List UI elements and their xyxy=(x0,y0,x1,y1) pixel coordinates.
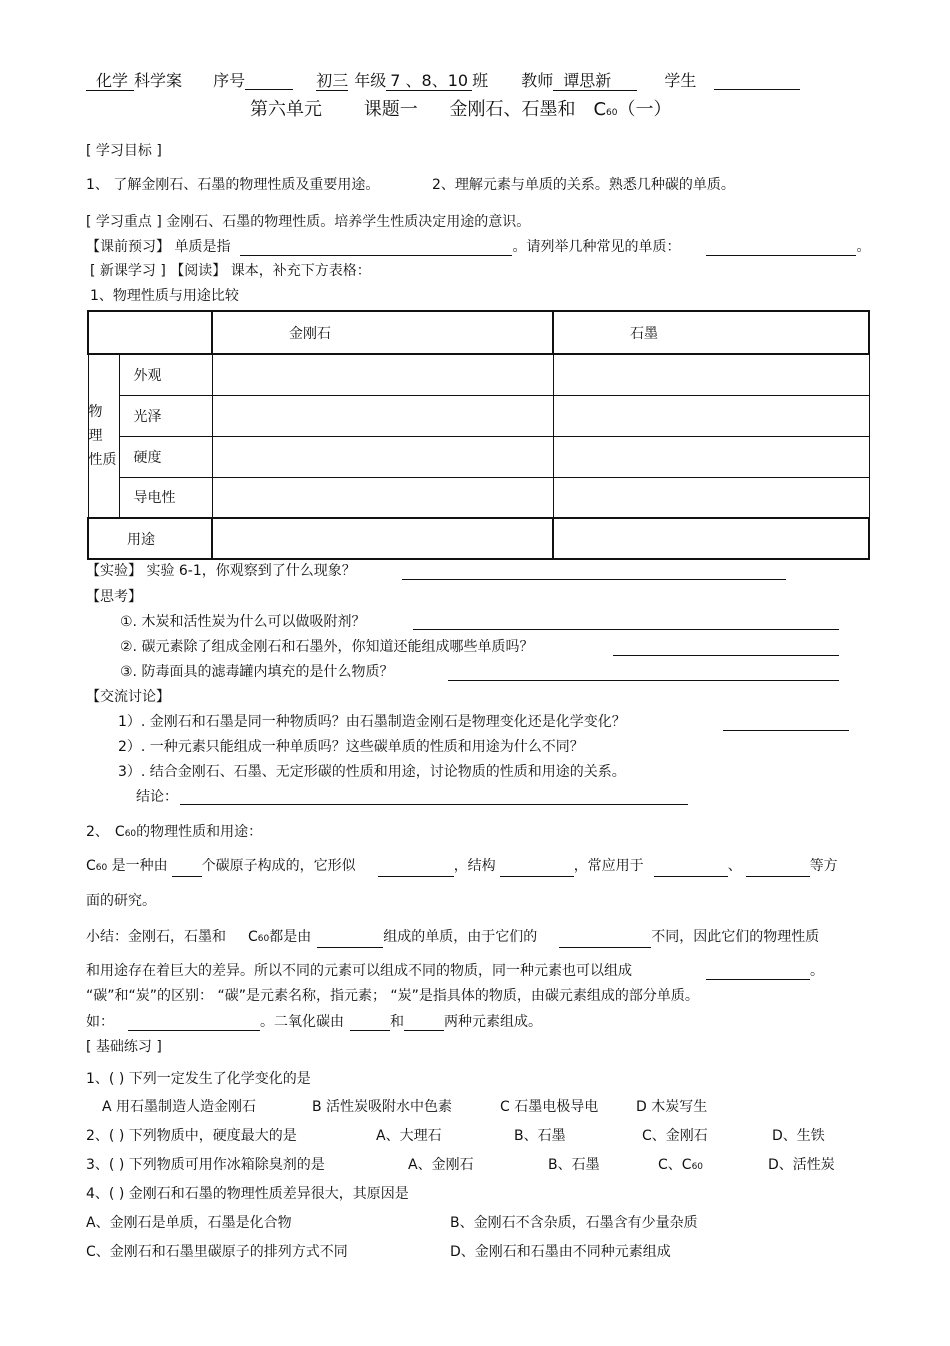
practice-q3-c-prefix: C、 xyxy=(658,1157,682,1173)
row-label-appearance: 外观 xyxy=(119,354,212,395)
summary-line-3: “碳”和“炭”的区别： “碳”是元素名称，指元素； “炭”是指具体的物质，由碳元素组成的部分单质。 xyxy=(86,988,699,1004)
c60-p1: 是一种由 xyxy=(107,858,168,874)
c60-blank-shape[interactable] xyxy=(378,860,454,877)
discussion-q3: 3）. 结合金刚石、石墨、无定形碳的性质和用途，讨论物质的性质和用途的关系。 xyxy=(118,764,626,780)
newlesson-text: [ 新课学习 ] 【阅读】 课本，补充下方表格： xyxy=(90,263,371,279)
summary-blank-co2-1[interactable] xyxy=(350,1014,390,1031)
goals-label: [ 学习目标 ] xyxy=(86,143,162,159)
title-c-sub: 60 xyxy=(606,108,618,118)
summary-p3: 组成的单质，由于它们的 xyxy=(383,929,538,945)
discussion-q2: 2）. 一种元素只能组成一种单质吗？这些碳单质的性质和用途为什么不同？ xyxy=(118,739,584,755)
c60-sub: 60 xyxy=(95,863,108,873)
think-blank-1[interactable] xyxy=(413,629,839,630)
practice-q3-a[interactable]: A、金刚石 xyxy=(408,1157,474,1173)
c60-blank-use-2[interactable] xyxy=(746,860,810,877)
goal-item-1: 1、 了解金刚石、石墨的物理性质及重要用途。 xyxy=(86,177,380,193)
cell-diamond-use[interactable] xyxy=(212,518,553,559)
summary-c: C xyxy=(248,929,258,945)
row-label-hardness: 硬度 xyxy=(119,436,212,477)
cell-graphite-luster[interactable] xyxy=(553,395,869,436)
practice-q2-c[interactable]: C、金刚石 xyxy=(642,1128,708,1144)
header-line xyxy=(86,72,800,90)
summary-p2: 都是由 xyxy=(269,929,312,945)
cell-diamond-luster[interactable] xyxy=(212,395,553,436)
preview-end: 。 xyxy=(856,239,871,255)
c60-p4: ，常应用于 xyxy=(573,858,644,874)
grade-label: 年级 xyxy=(354,71,387,90)
cell-graphite-conductivity[interactable] xyxy=(553,477,869,518)
summary-blank-arrangement[interactable] xyxy=(559,931,651,948)
practice-q2-b[interactable]: B、石墨 xyxy=(514,1128,566,1144)
c60-blank-structure[interactable] xyxy=(500,860,574,877)
preview-blank-2[interactable] xyxy=(706,239,856,256)
section-2-c-sub: 60 xyxy=(124,829,137,839)
think-blank-3[interactable] xyxy=(448,680,839,681)
row-group-physical: 物 理 性质 xyxy=(88,354,119,518)
practice-q4-b[interactable]: B、金刚石不含杂质，石墨含有少量杂质 xyxy=(450,1215,698,1231)
serial-blank[interactable] xyxy=(245,73,293,90)
think-q3: ③. 防毒面具的滤毒罐内填充的是什么物质？ xyxy=(120,664,394,680)
cell-graphite-use[interactable] xyxy=(553,518,869,559)
practice-q4-d[interactable]: D、金刚石和石墨由不同种元素组成 xyxy=(450,1244,671,1260)
summary-line-1 xyxy=(86,928,819,948)
practice-label: [ 基础练习 ] xyxy=(86,1039,162,1055)
focus-text: [ 学习重点 ] 金刚石、石墨的物理性质。培养学生性质决定用途的意识。 xyxy=(86,214,531,230)
discussion-blank-1[interactable] xyxy=(723,730,849,731)
preview-mid: 。请列举几种常见的单质： xyxy=(512,239,681,255)
cell-diamond-hardness[interactable] xyxy=(212,436,553,477)
plan: 科学案 xyxy=(134,71,183,90)
goal-item-2: 2、理解元素与单质的关系。熟悉几种碳的单质。 xyxy=(432,177,735,193)
c60-p5: 、 xyxy=(727,858,742,874)
practice-q1: 1、( ) 下列一定发生了化学变化的是 xyxy=(86,1071,311,1087)
practice-q3-c-sub: 60 xyxy=(691,1162,704,1172)
practice-q2: 2、( ) 下列物质中，硬度最大的是 xyxy=(86,1128,297,1144)
experiment-label: 【实验】 实验 6-1，你观察到了什么现象？ xyxy=(86,563,356,579)
c60-line-2: 面的研究。 xyxy=(86,893,156,909)
summary-line-2-text: 和用途存在着巨大的差异。所以不同的元素可以组成不同的物质，同一种元素也可以组成 xyxy=(86,963,632,979)
title-unit: 第六单元 xyxy=(250,99,322,120)
discussion-label: 【交流讨论】 xyxy=(86,689,170,705)
practice-q1-a[interactable]: A 用石墨制造人造金刚石 xyxy=(102,1099,257,1115)
comparison-table xyxy=(87,310,870,560)
practice-q4-c[interactable]: C、金刚石和石墨里碳原子的排列方式不同 xyxy=(86,1244,348,1260)
conclusion-label: 结论： xyxy=(136,789,178,805)
c60-c: C xyxy=(86,858,96,874)
c60-line-1 xyxy=(86,857,838,877)
summary-blank-element[interactable] xyxy=(317,931,383,948)
practice-q4-a[interactable]: A、金刚石是单质，石墨是化合物 xyxy=(86,1215,292,1231)
summary-line-4-b: 。二氧化碳由 xyxy=(260,1014,344,1030)
section-2-title xyxy=(86,823,262,843)
c60-p2: 个碳原子构成的，它形似 xyxy=(201,858,356,874)
summary-line-2 xyxy=(86,962,824,980)
student-blank[interactable] xyxy=(714,73,800,90)
c60-blank-use-1[interactable] xyxy=(654,860,728,877)
experiment-blank[interactable] xyxy=(402,579,786,580)
practice-q1-d[interactable]: D 木炭写生 xyxy=(636,1099,708,1115)
subject: 化学 xyxy=(86,71,134,91)
cell-diamond-appearance[interactable] xyxy=(212,354,553,395)
cell-diamond-conductivity[interactable] xyxy=(212,477,553,518)
student-label: 学生 xyxy=(664,71,697,90)
practice-q2-a[interactable]: A、大理石 xyxy=(376,1128,442,1144)
conclusion-blank[interactable] xyxy=(180,804,688,805)
think-q2: ②. 碳元素除了组成金刚石和石墨外，你知道还能组成哪些单质吗？ xyxy=(120,639,534,655)
title-part: （一） xyxy=(617,99,672,120)
summary-blank-multi[interactable] xyxy=(706,963,810,980)
summary-line-2-end: 。 xyxy=(810,963,824,979)
row-label-conductivity: 导电性 xyxy=(119,477,212,518)
preview-line xyxy=(86,238,870,256)
preview-label: 【课前预习】 单质是指 xyxy=(86,239,231,255)
practice-q3: 3、( ) 下列物质可用作冰箱除臭剂的是 xyxy=(86,1157,325,1173)
practice-q4: 4、( ) 金刚石和石墨的物理性质差异很大，其原因是 xyxy=(86,1186,409,1202)
title-topic: 课题一 xyxy=(363,99,418,120)
teacher-label: 教师 xyxy=(521,71,554,90)
section-1-title: 1、物理性质与用途比较 xyxy=(90,288,239,304)
table-corner xyxy=(88,311,212,354)
row-label-use: 用途 xyxy=(88,518,212,559)
class-label: 班 xyxy=(472,71,489,90)
title-c: C xyxy=(593,99,607,120)
summary-line-4-d: 两种元素组成。 xyxy=(444,1014,542,1030)
practice-q1-c[interactable]: C 石墨电极导电 xyxy=(500,1099,599,1115)
practice-q3-b[interactable]: B、石墨 xyxy=(548,1157,600,1173)
section-2-c: C xyxy=(114,824,125,840)
practice-q3-d[interactable]: D、活性炭 xyxy=(768,1157,835,1173)
class-value: 7 、8、10 xyxy=(386,71,472,91)
summary-line-4 xyxy=(86,1013,542,1031)
practice-q3-c[interactable] xyxy=(658,1156,703,1176)
summary-p1: 小结：金刚石，石墨和 xyxy=(86,929,226,945)
teacher-name: 谭思新 xyxy=(553,71,637,91)
think-q1: ①. 木炭和活性炭为什么可以做吸附剂？ xyxy=(120,614,366,630)
section-2-prefix: 2、 xyxy=(86,824,109,840)
preview-blank-1[interactable] xyxy=(240,239,512,256)
col-header-graphite: 石墨 xyxy=(553,311,869,354)
summary-line-4-a: 如： xyxy=(86,1014,114,1030)
cell-graphite-hardness[interactable] xyxy=(553,436,869,477)
summary-blank-example[interactable] xyxy=(128,1014,260,1031)
title-name: 金刚石、石墨和 xyxy=(449,99,576,120)
col-header-diamond: 金刚石 xyxy=(212,311,553,354)
think-blank-2[interactable] xyxy=(613,655,839,656)
discussion-q1: 1）. 金刚石和石墨是同一种物质吗？由石墨制造金刚石是物理变化还是化学变化？ xyxy=(118,714,626,730)
summary-p4: 不同，因此它们的物理性质 xyxy=(651,929,820,945)
practice-q3-c-text: C xyxy=(681,1157,692,1173)
cell-graphite-appearance[interactable] xyxy=(553,354,869,395)
row-label-luster: 光泽 xyxy=(119,395,212,436)
c60-p6: 等方 xyxy=(809,858,838,874)
summary-line-4-c: 和 xyxy=(390,1014,404,1030)
grade-value: 初三 xyxy=(316,71,349,90)
page-title xyxy=(250,101,672,122)
c60-blank-count[interactable] xyxy=(172,860,202,877)
serial-label: 序号 xyxy=(213,71,246,90)
practice-q1-b[interactable]: B 活性炭吸附水中色素 xyxy=(312,1099,453,1115)
practice-q2-d[interactable]: D、生铁 xyxy=(772,1128,825,1144)
summary-blank-co2-2[interactable] xyxy=(404,1014,444,1031)
summary-c-sub: 60 xyxy=(257,934,270,944)
think-label: 【思考】 xyxy=(86,589,142,605)
section-2-text: 的物理性质和用途： xyxy=(136,824,263,840)
c60-p3: ，结构 xyxy=(453,858,496,874)
